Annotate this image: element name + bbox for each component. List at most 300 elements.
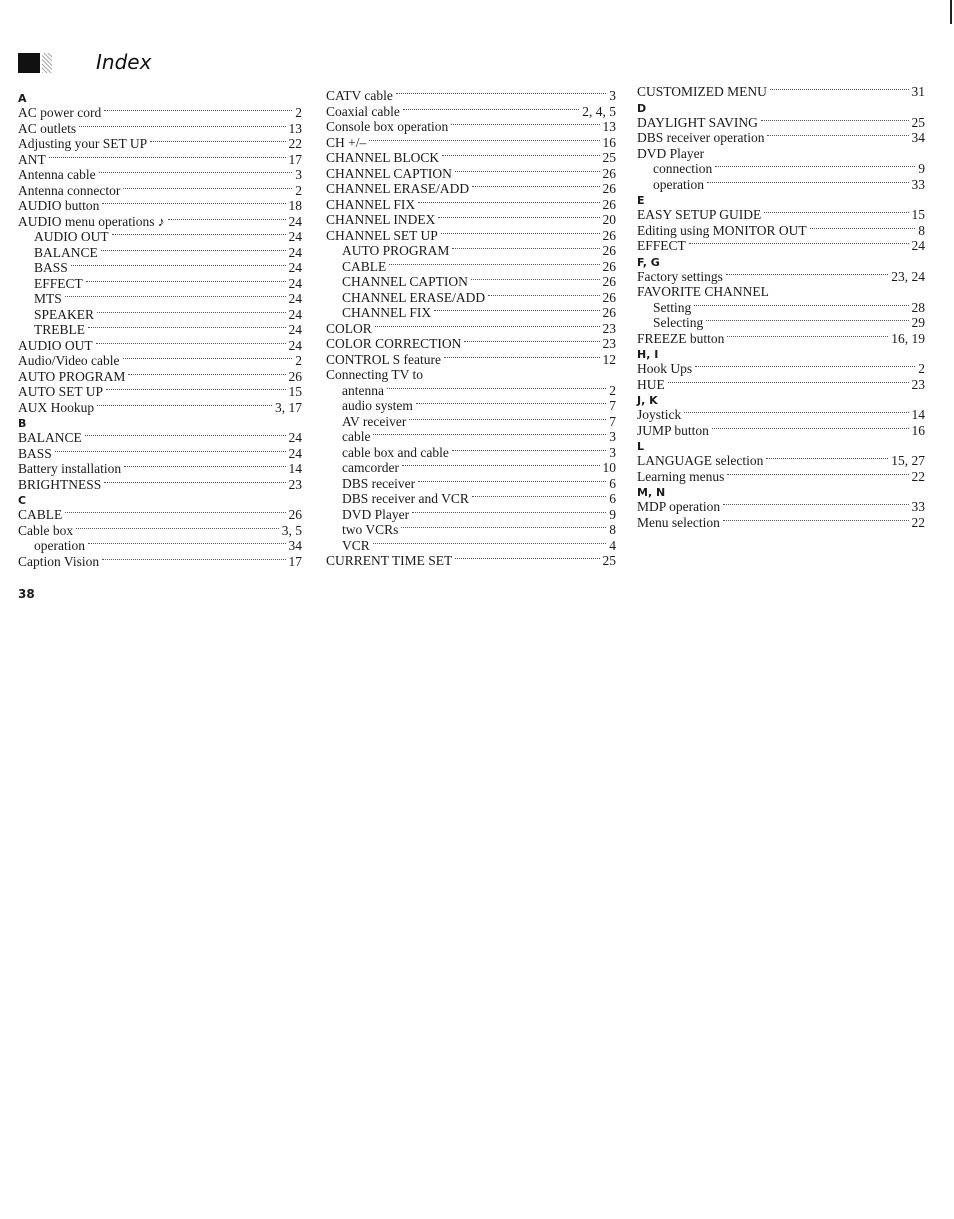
section-letter: M, N xyxy=(637,486,666,499)
index-subentry xyxy=(18,276,302,292)
entry-label: HUE xyxy=(637,376,665,392)
index-subentry xyxy=(326,460,616,476)
dot-leader xyxy=(770,89,909,90)
entry-page: 15, 27 xyxy=(891,453,925,468)
entry-label: cable box and cable xyxy=(342,444,449,460)
entry-label: Coaxial cable xyxy=(326,103,400,119)
index-entry xyxy=(637,407,925,423)
index-subentry xyxy=(18,538,302,554)
dot-leader xyxy=(128,374,285,375)
entry-label: BRIGHTNESS xyxy=(18,476,102,492)
index-entry xyxy=(326,181,616,197)
entry-page: 3 xyxy=(609,429,616,444)
dot-leader xyxy=(97,405,272,406)
dot-leader xyxy=(438,217,599,218)
index-entry xyxy=(637,84,925,100)
index-subentry xyxy=(326,383,616,399)
entry-page: 3 xyxy=(609,88,616,103)
index-column-1 xyxy=(18,90,302,569)
dot-leader xyxy=(96,343,286,344)
dot-leader xyxy=(369,140,599,141)
entry-label: Console box operation xyxy=(326,119,449,134)
index-entry xyxy=(18,198,302,214)
index-entry xyxy=(326,553,616,569)
entry-label: operation xyxy=(653,176,704,192)
index-subentry xyxy=(326,522,616,538)
entry-label: AUDIO OUT xyxy=(18,337,93,353)
dot-leader xyxy=(689,243,909,244)
entry-label: COLOR CORRECTION xyxy=(326,336,462,351)
dot-leader xyxy=(104,482,285,483)
entry-page: 8 xyxy=(609,522,616,537)
entry-page: 3, 5 xyxy=(281,522,302,538)
entry-page: 3, 17 xyxy=(275,399,302,415)
dot-leader xyxy=(123,358,293,359)
index-subentry xyxy=(18,229,302,245)
entry-label: SPEAKER xyxy=(34,306,95,322)
entry-label: DVD Player xyxy=(637,145,705,161)
index-subentry xyxy=(326,414,616,430)
index-subentry xyxy=(637,315,925,331)
entry-label: cable xyxy=(342,429,371,444)
entry-page: 24 xyxy=(288,322,302,337)
index-subentry xyxy=(18,245,302,261)
index-entry xyxy=(326,135,616,151)
index-entry xyxy=(18,167,302,183)
entry-label: CHANNEL FIX xyxy=(326,196,416,212)
dot-leader xyxy=(727,336,888,337)
index-entry xyxy=(326,166,616,182)
index-entry xyxy=(637,223,925,239)
dot-leader xyxy=(375,326,600,327)
index-entry xyxy=(18,152,302,168)
dot-leader xyxy=(694,305,908,306)
index-entry xyxy=(18,523,302,539)
index-entry xyxy=(637,269,925,285)
entry-label: CHANNEL SET UP xyxy=(326,227,438,243)
entry-page: 9 xyxy=(609,506,616,522)
entry-page: 14 xyxy=(911,407,925,422)
entry-page: 24 xyxy=(288,430,302,445)
entry-label: Cable box xyxy=(18,522,74,538)
dot-leader xyxy=(452,450,606,451)
entry-page: 7 xyxy=(609,413,616,429)
dot-leader xyxy=(488,295,599,296)
section-letter: L xyxy=(637,440,645,453)
entry-page: 17 xyxy=(288,151,302,167)
entry-page: 31 xyxy=(911,84,925,99)
entry-label: Hook Ups xyxy=(637,361,693,376)
dot-leader xyxy=(452,248,599,249)
entry-page: 24 xyxy=(288,337,302,353)
entry-label: CURRENT TIME SET xyxy=(326,553,453,568)
dot-leader xyxy=(79,126,285,127)
dot-leader xyxy=(102,559,285,560)
entry-page: 28 xyxy=(911,299,925,315)
header-block-icon xyxy=(18,53,40,73)
index-entry xyxy=(326,352,616,368)
dot-leader xyxy=(668,382,909,383)
entry-label: connection xyxy=(653,161,713,176)
index-entry xyxy=(18,353,302,369)
entry-label: Editing using MONITOR OUT xyxy=(637,222,807,238)
index-entry xyxy=(18,183,302,199)
dot-leader xyxy=(99,172,293,173)
entry-label: DAYLIGHT SAVING xyxy=(637,114,758,130)
entry-page: 13 xyxy=(288,120,302,136)
entry-label: Adjusting your SET UP xyxy=(18,136,148,151)
entry-page: 6 xyxy=(609,491,616,506)
entry-page: 15 xyxy=(911,207,925,222)
entry-label: TREBLE xyxy=(34,322,85,337)
index-entry xyxy=(18,430,302,446)
dot-leader xyxy=(684,412,908,413)
dot-leader xyxy=(403,109,579,110)
dot-leader xyxy=(389,264,599,265)
entry-page: 3 xyxy=(609,444,616,460)
section-letter: D xyxy=(637,101,647,115)
index-entry xyxy=(18,446,302,462)
index-entry xyxy=(637,238,925,254)
entry-page: 4 xyxy=(609,537,616,553)
dot-leader xyxy=(723,504,908,505)
entry-page: 7 xyxy=(609,398,616,413)
section-letter: H, I xyxy=(637,348,659,361)
entry-label: Learning menus xyxy=(637,468,725,484)
entry-label: DBS receiver xyxy=(342,475,416,491)
entry-label: LANGUAGE selection xyxy=(637,453,764,468)
dot-leader xyxy=(101,250,286,251)
dot-leader xyxy=(104,110,292,111)
page-title: Index xyxy=(96,50,152,74)
index-entry xyxy=(326,336,616,352)
entry-label: Caption Vision xyxy=(18,553,100,569)
index-subentry xyxy=(326,491,616,507)
section-letter: C xyxy=(18,494,27,507)
index-entry xyxy=(637,284,925,300)
entry-page: 20 xyxy=(602,212,616,227)
entry-page: 24 xyxy=(288,275,302,291)
dot-leader xyxy=(401,527,606,528)
index-entry xyxy=(637,361,925,377)
dot-leader xyxy=(55,451,286,452)
entry-label: AUTO PROGRAM xyxy=(342,243,450,258)
entry-page: 26 xyxy=(602,181,616,196)
entry-label: BASS xyxy=(18,445,52,461)
entry-page: 13 xyxy=(602,119,616,134)
entry-label: ANT xyxy=(18,151,46,167)
entry-label: BALANCE xyxy=(18,430,82,445)
index-entry xyxy=(18,507,302,523)
entry-label: EFFECT xyxy=(34,275,83,291)
entry-label: AUDIO button xyxy=(18,198,100,213)
entry-page: 34 xyxy=(911,130,925,145)
entry-label: camcorder xyxy=(342,460,399,475)
entry-label: CH +/– xyxy=(326,134,367,150)
entry-page: 23 xyxy=(602,320,616,336)
entry-label: Connecting TV to xyxy=(326,367,423,382)
dot-leader xyxy=(86,281,286,282)
entry-page: 24 xyxy=(288,445,302,461)
entry-page: 9 xyxy=(918,161,925,176)
index-entry xyxy=(18,477,302,493)
dot-leader xyxy=(412,512,606,513)
dot-leader xyxy=(695,366,915,367)
entry-page: 25 xyxy=(602,150,616,165)
index-entry xyxy=(637,115,925,131)
entry-label: EASY SETUP GUIDE xyxy=(637,207,762,222)
entry-label: antenna xyxy=(342,382,384,398)
index-entry xyxy=(18,121,302,137)
index-entry xyxy=(637,499,925,515)
entry-page: 24 xyxy=(911,238,925,253)
dot-leader xyxy=(707,182,909,183)
section-letter: E xyxy=(637,194,645,207)
index-subentry xyxy=(326,259,616,275)
dot-leader xyxy=(71,265,286,266)
index-entry xyxy=(637,146,925,162)
index-entry xyxy=(326,150,616,166)
dot-leader xyxy=(727,474,908,475)
index-entry xyxy=(637,377,925,393)
entry-page: 33 xyxy=(911,176,925,192)
entry-label: Battery installation xyxy=(18,461,122,476)
entry-label: CHANNEL BLOCK xyxy=(326,150,440,165)
dot-leader xyxy=(409,419,606,420)
entry-label: DVD Player xyxy=(342,506,410,522)
entry-label: CATV cable xyxy=(326,88,393,103)
index-subentry xyxy=(18,291,302,307)
entry-label: AUX Hookup xyxy=(18,399,95,415)
entry-page: 2 xyxy=(918,361,925,376)
entry-label: CUSTOMIZED MENU xyxy=(637,84,767,99)
page-edge-mark xyxy=(950,0,952,24)
index-entry xyxy=(18,105,302,121)
dot-leader xyxy=(761,120,909,121)
dot-leader xyxy=(88,327,286,328)
index-entry xyxy=(326,104,616,120)
entry-page: 34 xyxy=(288,538,302,553)
dot-leader xyxy=(455,558,599,559)
entry-page: 2 xyxy=(295,353,302,368)
entry-label: AC power cord xyxy=(18,105,102,120)
index-entry xyxy=(637,130,925,146)
entry-label: EFFECT xyxy=(637,238,686,253)
index-entry xyxy=(637,331,925,347)
entry-page: 26 xyxy=(602,305,616,320)
entry-page: 23 xyxy=(602,336,616,351)
entry-label: CHANNEL ERASE/ADD xyxy=(326,181,470,196)
entry-label: FAVORITE CHANNEL xyxy=(637,284,769,299)
entry-label: Joystick xyxy=(637,407,682,422)
entry-label: CHANNEL FIX xyxy=(342,305,432,320)
dot-leader xyxy=(97,312,285,313)
entry-page: 2 xyxy=(609,382,616,398)
entry-page: 3 xyxy=(295,167,302,182)
index-subentry xyxy=(326,243,616,259)
entry-label: BASS xyxy=(34,260,68,275)
entry-page: 26 xyxy=(602,258,616,274)
index-subentry xyxy=(326,445,616,461)
dot-leader xyxy=(124,466,285,467)
dot-leader xyxy=(471,279,600,280)
entry-page: 26 xyxy=(602,243,616,258)
dot-leader xyxy=(396,93,606,94)
index-subentry xyxy=(326,507,616,523)
index-entry xyxy=(18,461,302,477)
entry-label: Audio/Video cable xyxy=(18,353,120,368)
index-subentry xyxy=(326,398,616,414)
index-entry xyxy=(18,136,302,152)
entry-label: AV receiver xyxy=(342,413,407,429)
index-entry xyxy=(637,207,925,223)
entry-label: COLOR xyxy=(326,320,372,336)
index-entry xyxy=(326,88,616,104)
entry-label: MDP operation xyxy=(637,499,721,514)
entry-page: 25 xyxy=(911,114,925,130)
index-subentry xyxy=(637,161,925,177)
dot-leader xyxy=(444,357,600,358)
index-entry xyxy=(326,119,616,135)
entry-page: 12 xyxy=(602,351,616,367)
dot-leader xyxy=(706,320,908,321)
index-entry xyxy=(326,212,616,228)
index-entry xyxy=(637,515,925,531)
entry-page: 23 xyxy=(288,476,302,492)
index-entry xyxy=(326,321,616,337)
index-entry xyxy=(18,384,302,400)
dot-leader xyxy=(65,296,286,297)
entry-page: 26 xyxy=(602,289,616,305)
index-subentry xyxy=(326,538,616,554)
dot-leader xyxy=(102,203,285,204)
entry-label: CONTROL S feature xyxy=(326,351,441,367)
entry-label: Selecting xyxy=(653,315,704,330)
entry-page: 23, 24 xyxy=(891,268,925,284)
index-column-2 xyxy=(326,88,616,569)
entry-page: 24 xyxy=(288,213,302,229)
index-column-3 xyxy=(637,84,925,530)
entry-page: 15 xyxy=(288,384,302,399)
entry-page: 16, 19 xyxy=(891,330,925,346)
entry-label: VCR xyxy=(342,537,370,553)
entry-page: 24 xyxy=(288,306,302,322)
index-entry xyxy=(326,197,616,213)
entry-label: DBS receiver and VCR xyxy=(342,491,469,506)
section-letter: F, G xyxy=(637,255,660,269)
entry-page: 23 xyxy=(911,376,925,392)
entry-page: 33 xyxy=(911,499,925,514)
entry-label: operation xyxy=(34,538,85,553)
dot-leader xyxy=(123,188,292,189)
entry-page: 6 xyxy=(609,475,616,491)
dot-leader xyxy=(441,233,600,234)
entry-label: AC outlets xyxy=(18,120,77,136)
entry-page: 8 xyxy=(918,222,925,238)
entry-label: Antenna cable xyxy=(18,167,96,182)
index-subentry xyxy=(326,274,616,290)
entry-page: 25 xyxy=(602,553,616,568)
entry-label: Factory settings xyxy=(637,268,723,284)
dot-leader xyxy=(418,481,606,482)
entry-label: FREEZE button xyxy=(637,330,725,346)
dot-leader xyxy=(387,388,606,389)
entry-label: JUMP button xyxy=(637,422,709,438)
index-subentry xyxy=(326,290,616,306)
dot-leader xyxy=(150,141,285,142)
entry-page: 24 xyxy=(288,260,302,275)
page-number: 38 xyxy=(18,587,35,601)
entry-label: Antenna connector xyxy=(18,182,121,198)
entry-label: BALANCE xyxy=(34,244,98,260)
dot-leader xyxy=(712,428,909,429)
dot-leader xyxy=(168,219,286,220)
entry-label: CHANNEL ERASE/ADD xyxy=(342,289,486,305)
entry-page: 26 xyxy=(288,368,302,384)
entry-page: 2 xyxy=(295,182,302,198)
index-subentry xyxy=(18,307,302,323)
entry-page: 26 xyxy=(602,274,616,289)
dot-leader xyxy=(766,458,888,459)
index-entry xyxy=(18,400,302,416)
dot-leader xyxy=(472,186,599,187)
entry-label: two VCRs xyxy=(342,522,399,537)
dot-leader xyxy=(451,124,599,125)
dot-leader xyxy=(65,512,285,513)
dot-leader xyxy=(85,435,286,436)
index-entry xyxy=(326,367,616,383)
entry-page: 24 xyxy=(288,229,302,244)
entry-page: 2, 4, 5 xyxy=(582,103,616,119)
entry-page: 26 xyxy=(602,196,616,212)
entry-label: AUTO SET UP xyxy=(18,384,104,399)
entry-label: AUDIO OUT xyxy=(34,229,109,244)
dot-leader xyxy=(416,403,606,404)
dot-leader xyxy=(764,212,908,213)
dot-leader xyxy=(373,543,606,544)
entry-label: CHANNEL INDEX xyxy=(326,212,436,227)
entry-page: 10 xyxy=(602,460,616,475)
entry-page: 16 xyxy=(911,422,925,438)
entry-label: CHANNEL CAPTION xyxy=(342,274,468,289)
entry-page: 29 xyxy=(911,315,925,330)
entry-label: AUDIO menu operations ♪ xyxy=(18,213,165,229)
dot-leader xyxy=(106,389,285,390)
index-entry xyxy=(637,453,925,469)
dot-leader xyxy=(402,465,600,466)
dot-leader xyxy=(455,171,600,172)
entry-page: 26 xyxy=(602,227,616,243)
entry-page: 26 xyxy=(288,507,302,522)
entry-page: 22 xyxy=(288,136,302,151)
entry-label: CABLE xyxy=(342,258,387,274)
entry-page: 22 xyxy=(911,514,925,530)
entry-page: 22 xyxy=(911,468,925,484)
section-letter: A xyxy=(18,92,27,105)
header-texture-icon xyxy=(42,53,52,73)
dot-leader xyxy=(715,166,915,167)
index-entry xyxy=(637,469,925,485)
entry-page: 24 xyxy=(288,291,302,306)
section-letter: B xyxy=(18,417,27,430)
entry-label: CABLE xyxy=(18,507,63,522)
dot-leader xyxy=(418,202,599,203)
dot-leader xyxy=(49,157,286,158)
dot-leader xyxy=(112,234,286,235)
dot-leader xyxy=(472,496,606,497)
index-entry xyxy=(18,214,302,230)
index-entry xyxy=(18,338,302,354)
